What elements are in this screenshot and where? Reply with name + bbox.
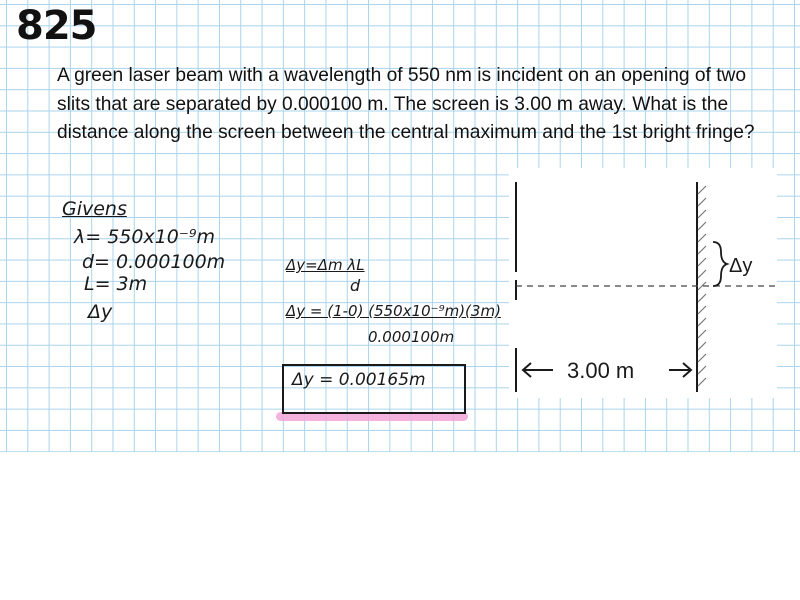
problem-number: 825 [16,3,97,49]
fringe-bracket [713,242,727,286]
givens-heading: Givens [62,198,127,220]
diagram-svg [509,168,777,398]
given-screen-distance: L= 3m [84,273,148,295]
given-unknown: Δy [88,301,113,323]
fringe-spacing-label: Δy [729,255,753,277]
formula-denominator: d [350,276,361,295]
substitution-numerator: Δy = (1-0) (550x10⁻⁹m)(3m) [286,302,501,320]
substitution-denominator: 0.000100m [368,328,455,346]
formula-numerator: Δy=Δm λL [286,256,365,274]
distance-label: 3.00 m [567,358,635,383]
question-text: A green laser beam with a wavelength of 550 nm is incident on an opening of two slits that are separated by 0.000100 m. The screen is 3.00 m away. What is the distance along the screen between the central maximum and the 1st bright fringe? [57,65,755,144]
given-wavelength: λ= 550x10⁻⁹m [74,226,216,248]
final-answer: Δy = 0.00165m [292,370,426,390]
given-slit-separation: d= 0.000100m [82,251,226,273]
double-slit-diagram [509,168,777,398]
